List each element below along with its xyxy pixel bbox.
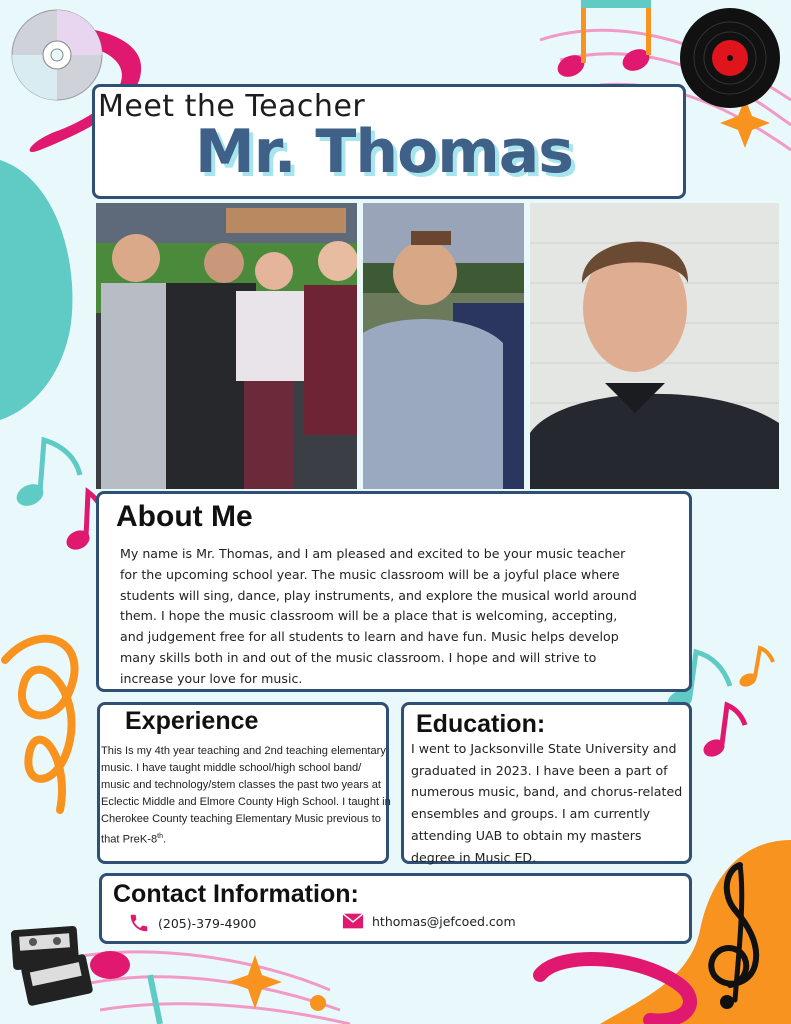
education-text: I went to Jacksonville State University and graduated in 2023. I have been a part of numerous music, band, and chorus-related ensembles and groups. I am currently attending UAB to obtain my masters degree in Music ED. xyxy=(411,741,683,865)
contact-section xyxy=(99,873,692,944)
email-contact[interactable] xyxy=(342,912,516,930)
about-me-section xyxy=(96,491,692,692)
phone-contact[interactable] xyxy=(128,912,256,934)
page-title: Mr. Thomas xyxy=(195,117,574,187)
title-card xyxy=(92,84,686,199)
portrait-indoor xyxy=(530,203,779,489)
experience-text: This Is my 4th year teaching and 2nd teaching elementary music. I have taught middle school/high school band/ music and technology/stem classes the past two years at Eclectic Middle and Elmore County High School. I taught in Cherokee County teaching Elementary Music previous to that PreK-8th. xyxy=(101,745,391,846)
selfie-at-stadium xyxy=(363,203,524,489)
music-note-left-shape xyxy=(13,440,105,553)
education-section xyxy=(401,702,692,864)
about-text: My name is Mr. Thomas, and I am pleased and excited to be your music teacher for the upcoming school year. The music classroom will be a joyful place where students will sing, dance, play instruments, and explore the musical world around them. I hope the music classroom will be a place that is welcoming, accepting, and judgement free for all students to learn and have fun. Music helps develop many skills both in and out of the music classroom. I hope and will strive to increase your love for music. xyxy=(120,546,637,686)
teal-blob-shape xyxy=(0,160,72,420)
experience-section xyxy=(97,702,389,864)
group-photo-football-field xyxy=(96,203,357,489)
music-note-top-shape xyxy=(554,0,653,81)
vinyl-record-icon xyxy=(680,8,780,108)
email-address: hthomas@jefcoed.com xyxy=(372,913,516,929)
cd-disc-icon xyxy=(12,10,102,100)
phone-number: (205)-379-4900 xyxy=(158,915,257,931)
contact-heading: Contact Information: xyxy=(113,880,359,908)
cassette-tape-icon xyxy=(11,926,94,1007)
envelope-icon xyxy=(342,912,364,930)
education-heading: Education: xyxy=(416,710,546,738)
about-heading: About Me xyxy=(116,500,253,533)
experience-superscript: th xyxy=(157,833,163,840)
page-subtitle: Meet the Teacher xyxy=(98,89,366,124)
phone-icon xyxy=(128,912,150,934)
orange-squiggle-shape xyxy=(5,639,75,810)
experience-heading: Experience xyxy=(125,707,259,735)
